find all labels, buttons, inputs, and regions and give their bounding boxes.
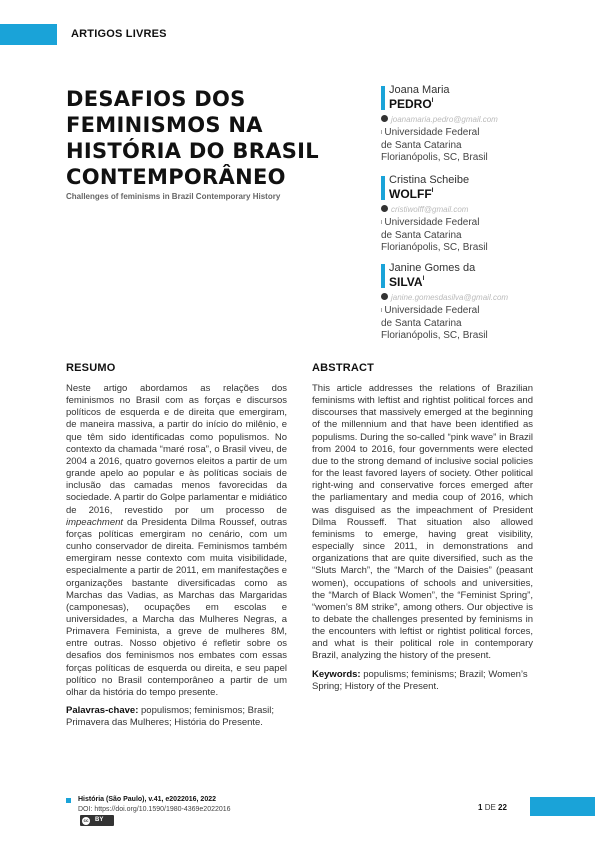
author-given-name: Janine Gomes da [389, 262, 476, 274]
abstract-heading: ABSTRACT [312, 362, 375, 374]
author-affiliation: $^I$ Universidade Federal de Santa Catarina Florianópolis, SC, Brasil [381, 127, 488, 163]
article-subtitle: Challenges of feminisms in Brazil Contemporary History [66, 192, 281, 201]
author-marker [381, 86, 385, 110]
journal-citation: História (São Paulo), v.41, e2022016, 2022 [78, 796, 217, 803]
orcid-icon[interactable] [381, 115, 388, 122]
page-number: 1 DE 22 [478, 803, 507, 812]
resumo-section [66, 362, 287, 729]
author-given-name: Joana Maria [389, 84, 450, 96]
abstract-keywords: Keywords: populisms; feminisms; Brazil; Women’s Spring; History of the Present. [312, 668, 528, 692]
footer-marker [66, 798, 71, 803]
footer-accent-bar [530, 797, 595, 816]
orcid-icon[interactable] [381, 293, 388, 300]
cc-license-badge[interactable] [80, 815, 114, 826]
author-affiliation: $^I$ Universidade Federal de Santa Catarina Florianópolis, SC, Brasil [381, 217, 488, 253]
abstract-section [312, 362, 533, 693]
article-title: DESAFIOS DOS FEMINISMOS NA HISTÓRIA DO BRASIL CONTEMPORÂNEO [66, 87, 319, 189]
resumo-heading: RESUMO [66, 362, 116, 374]
resumo-keywords: Palavras-chave: populismos; feminismos; Brasil; Primavera das Mulheres; História do Presente. [66, 705, 275, 729]
by-label: BY [95, 817, 104, 823]
author-email[interactable]: cristiwolff@gmail.com [391, 205, 469, 214]
section-label: ARTIGOS LIVRES [71, 28, 167, 40]
cc-icon: cc [83, 817, 89, 823]
author-email[interactable]: janine.gomesdasilva@gmail.com [391, 293, 509, 302]
author-email-row [381, 205, 468, 214]
orcid-icon[interactable] [381, 205, 388, 212]
doi-link[interactable]: DOI: https://doi.org/10.1590/1980-4369e2022016 [78, 806, 231, 813]
author-family-name: $PEDRO^I$ [389, 97, 434, 111]
author-marker [381, 176, 385, 200]
author-family-name: $WOLFF^I$ [389, 187, 434, 201]
author-email-row [381, 115, 498, 124]
author-email-row [381, 293, 508, 302]
author-family-name: $SILVA^I$ [389, 275, 425, 289]
abstract-body: This article addresses the relations of Brazilian feminisms with leftist and rightist political forces and discourses that massively emerged at the beginning of the millennium and that have been identified as populisms. During the so-called “pink wave” in Brazil from 2004 to 2016, four governments were elected due to the strong demand of inclusive social policies for the least favored layers of society. Other political right-wing and conservative forces emerged after the parliamentary and media coup of 2016, which was disguised as the impeachment of President Dilma Rousseff. That situation also allowed feminisms to emerge, having great visibility, especially since 2011, in demonstrations and organizations that are quite diversified, such as the “Sluts March”, the “March of the Daisies” (peasant women), occupations of schools and universities, the “March of Black Women”, the “Feminist Spring”, “women’s 8M strike”, among others. Our objective is to debate the challenges presented by feminisms in the encounters with leftist or rightist political forces, and what is their political role in contemporary Brazil, analyzing the history of the present. [312, 383, 533, 662]
author-email[interactable]: joanamaria.pedro@gmail.com [391, 115, 498, 124]
author-marker [381, 264, 385, 288]
header-accent-bar [0, 24, 57, 45]
author-given-name: Cristina Scheibe [389, 174, 470, 186]
resumo-body: Neste artigo abordamos as relações dos feminismos no Brasil com as forças e discursos políticos de esquerda e de direita que emergiram, de maneira massiva, a partir do início do milênio, e que têm sido identificadas como populismos. No contexto da chamada “maré rosa”, o Brasil viveu, de 2004 a 2016, quatro governos eleitos a partir de um grande apelo ao popular e às políticas sociais de inclusão das camadas menos favorecidas da sociedade. A partir do Golpe parlamentar e midiático de 2016, revestido por um processo de impeachment da Presidenta Dilma Roussef, outras forças políticas emergiram no cenário, com um cunho conservador de direita. Feminismos também emergiram nesse contexto com muita visibilidade, especialmente a partir de 2011, em manifestações e organizações bastante diversificadas como as Marchas das Vadias, as Marchas das Margaridas (camponesas), ocupações em escolas e universidades, a Marcha das Mulheres Negras, a Primavera Feminista, a greve de mulheres 8M, entre outras. Nosso objetivo é refletir sobre os desafios dos feminismos nos embates com essas forças políticas de esquerda ou direita, e seu papel político no Brasil contemporâneo a partir de um olhar da história do tempo presente. [66, 383, 287, 698]
author-affiliation: $^I$ Universidade Federal de Santa Catarina Florianópolis, SC, Brasil [381, 305, 488, 341]
